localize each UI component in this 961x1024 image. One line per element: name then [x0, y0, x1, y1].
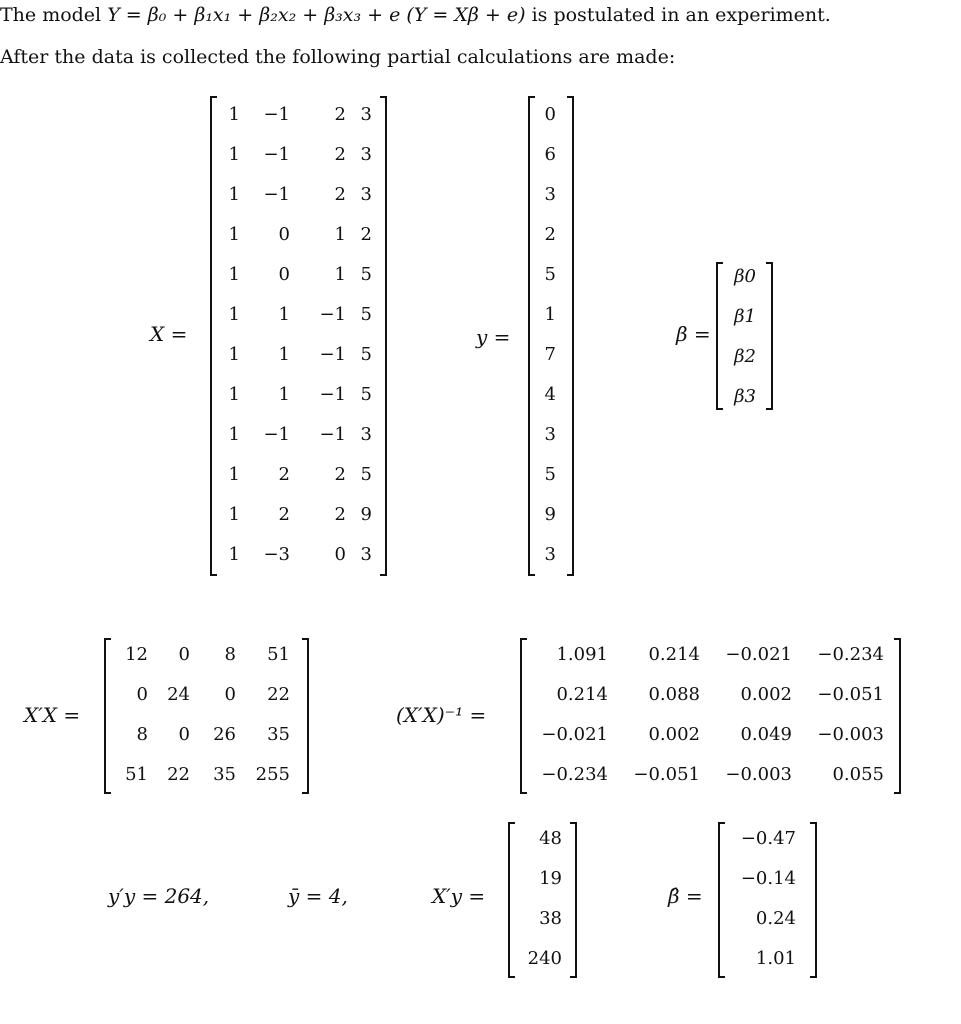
x-matrix-cell: 1 — [228, 224, 240, 245]
xtx-matrix-cell: 24 — [167, 684, 190, 705]
y-vector-cell: 3 — [544, 424, 556, 445]
xtx-inverse-cell: 0.214 — [648, 644, 700, 665]
xtx-inverse-cell: −0.234 — [817, 644, 884, 665]
x-matrix-cell: 1 — [228, 184, 240, 205]
y-vector-cell: 5 — [544, 264, 556, 285]
xtx-matrix-cell: 26 — [213, 724, 236, 745]
xty-bracket-right — [570, 822, 577, 978]
x-matrix-cell: 1 — [228, 424, 240, 445]
x-matrix-cell: 0 — [278, 224, 290, 245]
x-matrix-cell: 1 — [278, 344, 290, 365]
x-matrix-cell: 2 — [334, 464, 346, 485]
xtx-inverse-label: (X′X)⁻¹ = — [396, 703, 487, 727]
x-matrix-cell: 5 — [360, 304, 372, 325]
x-matrix-cell: 2 — [334, 144, 346, 165]
xtx-inverse-cell: −0.003 — [725, 764, 792, 785]
x-matrix-cell: 1 — [334, 224, 346, 245]
x-matrix-cell: −1 — [263, 424, 290, 445]
xtx-matrix-label: X′X = — [24, 703, 81, 727]
x-matrix-cell: −1 — [319, 424, 346, 445]
xtx-inverse-cell: 0.002 — [648, 724, 700, 745]
y-vector-cell: 5 — [544, 464, 556, 485]
beta-vector-cell: β2 — [734, 346, 756, 367]
x-matrix-label: X = — [150, 322, 188, 346]
x-matrix-cell: 2 — [334, 504, 346, 525]
y-vector-label: y = — [476, 325, 511, 349]
beta-hat-vector-cell: −0.47 — [740, 828, 796, 849]
yty-value: y′y = 264, — [108, 884, 210, 908]
x-matrix-cell: 5 — [360, 464, 372, 485]
y-vector-bracket-left — [528, 96, 535, 576]
x-matrix-cell: 1 — [228, 104, 240, 125]
x-matrix-cell: −1 — [319, 384, 346, 405]
y-vector-cell: 6 — [544, 144, 556, 165]
xtx-matrix-cell: 12 — [125, 644, 148, 665]
xtx-matrix-bracket-right — [302, 638, 309, 794]
y-vector-cell: 2 — [544, 224, 556, 245]
xtx-matrix-cell: 35 — [267, 724, 290, 745]
y-vector-cell: 3 — [544, 184, 556, 205]
ybar-value: ȳ = 4, — [288, 884, 348, 908]
xtx-matrix-cell: 51 — [267, 644, 290, 665]
xtx-matrix-cell: 0 — [136, 684, 148, 705]
y-vector-bracket-right — [567, 96, 574, 576]
xtx-inverse-cell: 0.088 — [648, 684, 700, 705]
x-matrix-cell: 2 — [360, 224, 372, 245]
x-matrix-cell: 1 — [278, 384, 290, 405]
xtx-inverse-cell: −0.051 — [817, 684, 884, 705]
xty-bracket-left — [508, 822, 515, 978]
x-matrix-cell: −1 — [263, 144, 290, 165]
beta-vector-cell: β3 — [734, 386, 756, 407]
y-vector-cell: 7 — [544, 344, 556, 365]
xtx-inverse-cell: 0.214 — [556, 684, 608, 705]
xty-vector-cell: 19 — [539, 868, 562, 889]
xtx-matrix-bracket-left — [104, 638, 111, 794]
x-matrix-bracket-right — [380, 96, 387, 576]
xtx-matrix-cell: 0 — [224, 684, 236, 705]
xtx-inverse-cell: −0.003 — [817, 724, 884, 745]
xtx-inverse-bracket-right — [894, 638, 901, 794]
x-matrix-cell: 3 — [360, 544, 372, 565]
beta-vector-bracket-right — [766, 262, 773, 410]
x-matrix-cell: 1 — [228, 264, 240, 285]
xtx-inverse-cell: 0.055 — [832, 764, 884, 785]
y-vector-cell: 4 — [544, 384, 556, 405]
x-matrix-cell: 1 — [228, 144, 240, 165]
x-matrix-cell: 3 — [360, 424, 372, 445]
xtx-inverse-cell: −0.021 — [725, 644, 792, 665]
y-vector-cell: 0 — [544, 104, 556, 125]
x-matrix-cell: 1 — [228, 344, 240, 365]
beta-vector-label: β = — [676, 322, 711, 346]
xty-vector-cell: 38 — [539, 908, 562, 929]
x-matrix-cell: 5 — [360, 384, 372, 405]
x-matrix-cell: 1 — [228, 504, 240, 525]
xty-vector-cell: 48 — [539, 828, 562, 849]
xtx-inverse-bracket-left — [520, 638, 527, 794]
x-matrix-cell: 0 — [334, 544, 346, 565]
x-matrix-cell: 5 — [360, 344, 372, 365]
intro-line-1 — [0, 4, 831, 26]
beta-hat-vector-cell: 1.01 — [755, 948, 796, 969]
x-matrix-cell: −1 — [263, 184, 290, 205]
beta-hat-label: β̂ = — [668, 884, 703, 908]
beta-vector-cell: β0 — [734, 266, 756, 287]
xtx-matrix-cell: 51 — [125, 764, 148, 785]
xtx-inverse-cell: −0.021 — [541, 724, 608, 745]
x-matrix-cell: −1 — [319, 344, 346, 365]
x-matrix-cell: 5 — [360, 264, 372, 285]
x-matrix-bracket-left — [210, 96, 217, 576]
x-matrix-cell: 2 — [278, 464, 290, 485]
x-matrix-cell: 1 — [228, 384, 240, 405]
xtx-inverse-cell: 0.049 — [740, 724, 792, 745]
x-matrix-cell: 1 — [228, 304, 240, 325]
beta-vector-bracket-left — [716, 262, 723, 410]
xtx-inverse-cell: −0.234 — [541, 764, 608, 785]
xtx-matrix-cell: 35 — [213, 764, 236, 785]
x-matrix-cell: 2 — [334, 184, 346, 205]
y-vector-cell: 1 — [544, 304, 556, 325]
x-matrix-cell: 0 — [278, 264, 290, 285]
xtx-matrix-cell: 8 — [224, 644, 236, 665]
xtx-inverse-cell: −0.051 — [633, 764, 700, 785]
xtx-matrix-cell: 0 — [178, 724, 190, 745]
intro-prefix: The model — [0, 4, 102, 26]
beta-hat-vector-cell: 0.24 — [755, 908, 796, 929]
xtx-matrix-cell: 22 — [267, 684, 290, 705]
xty-label: X′y = — [432, 884, 486, 908]
x-matrix-cell: 1 — [228, 464, 240, 485]
intro-line-2: After the data is collected the following partial calculations are made: — [0, 46, 676, 68]
xtx-matrix-cell: 0 — [178, 644, 190, 665]
x-matrix-cell: −3 — [263, 544, 290, 565]
xtx-matrix-cell: 8 — [136, 724, 148, 745]
xtx-matrix-cell: 22 — [167, 764, 190, 785]
xtx-inverse-cell: 1.091 — [556, 644, 608, 665]
beta-hat-bracket-right — [810, 822, 817, 978]
model-equation: Y = β₀ + β₁x₁ + β₂x₂ + β₃x₃ + e — [107, 4, 401, 26]
y-vector-cell: 9 — [544, 504, 556, 525]
x-matrix-cell: −1 — [319, 304, 346, 325]
beta-vector-cell: β1 — [734, 306, 756, 327]
xtx-inverse-cell: 0.002 — [740, 684, 792, 705]
x-matrix-cell: 3 — [360, 144, 372, 165]
beta-hat-bracket-left — [718, 822, 725, 978]
x-matrix-cell: 2 — [278, 504, 290, 525]
x-matrix-cell: 3 — [360, 104, 372, 125]
beta-hat-vector-cell: −0.14 — [740, 868, 796, 889]
x-matrix-cell: 2 — [334, 104, 346, 125]
x-matrix-cell: 1 — [228, 544, 240, 565]
x-matrix-cell: 1 — [278, 304, 290, 325]
xtx-matrix-cell: 255 — [255, 764, 290, 785]
intro-suffix: is postulated in an experiment. — [531, 4, 831, 26]
x-matrix-cell: 3 — [360, 184, 372, 205]
xty-vector-cell: 240 — [527, 948, 562, 969]
matrix-equation: (Y = Xβ + e) — [406, 4, 526, 26]
x-matrix-cell: 1 — [334, 264, 346, 285]
y-vector-cell: 3 — [544, 544, 556, 565]
x-matrix-cell: −1 — [263, 104, 290, 125]
x-matrix-cell: 9 — [360, 504, 372, 525]
